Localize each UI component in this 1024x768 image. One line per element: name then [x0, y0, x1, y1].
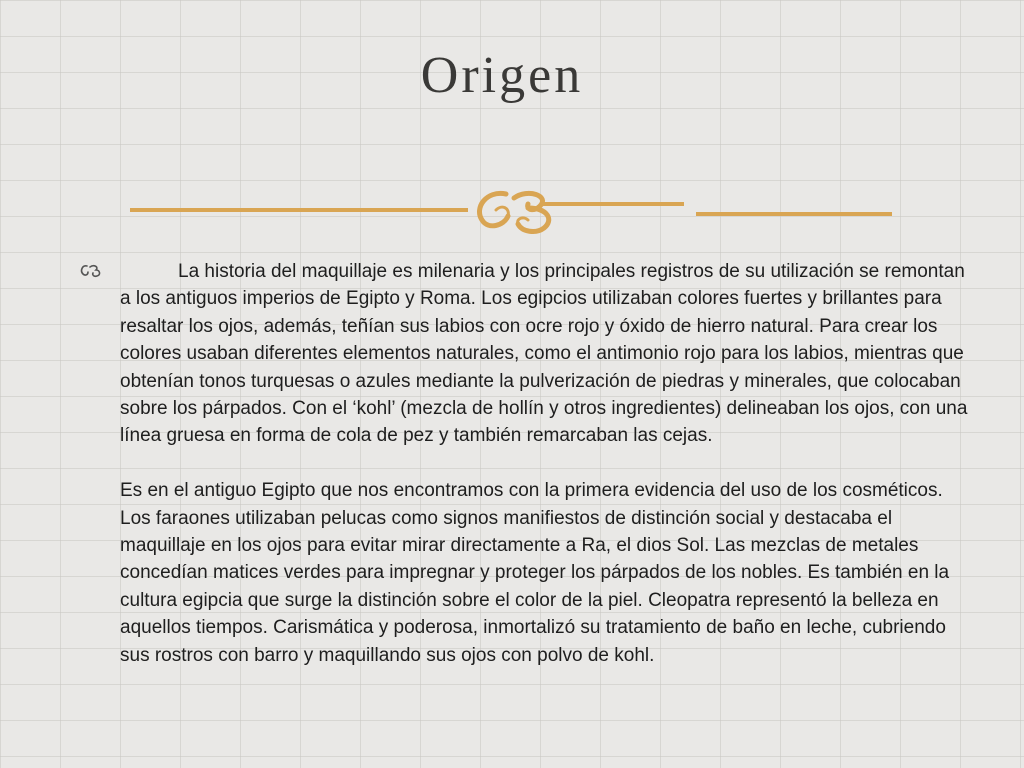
scroll-flourish-bullet-icon — [80, 264, 102, 278]
paragraph-egypt: Es en el antiguo Egipto que nos encontramos con la primera evidencia del uso de los cosméticos. Los faraones utilizaban pelucas como signos manifiestos de distinción social y destacaba el maquillaje en los ojos para evitar mirar directamente a Ra, el dios Sol. Las mezclas de metales concedían matices verdes para impregnar y proteger los párpados de los nobles. Es también en la cultura egipcia que surge la distinción sobre el color de la piel. Cleopatra representó la belleza en aquellos tiempos. Carismática y poderosa, inmortalizó su tratamiento de baño en leche, cubriendo sus rostros con barro y maquillando sus ojos con polvo de kohl. — [120, 480, 950, 666]
slide-title: Origen — [420, 47, 584, 104]
paragraph-history: La historia del maquillaje es milenaria y los principales registros de su utilización se remontan a los antiguos imperios de Egipto y Roma. Los egipcios utilizaban colores fuertes y brillantes para resaltar los ojos, además, teñían sus labios con ocre rojo y óxido de hierro natural. Para crear los colores usaban diferentes elementos naturales, como el antimonio rojo para los labios, mientras que obtenían tonos turquesas o azules mediante la pulverización de piedras y minerales, que colocaban sobre los párpados. Con el ‘kohl’ (mezcla de hollín y otros ingredientes) delineaban los ojos, con una línea gruesa en forma de cola de pez y también remarcaban las cejas. — [120, 261, 968, 447]
divider-lines — [130, 202, 892, 216]
divider-line-middle — [540, 202, 684, 206]
divider-line-right — [696, 212, 892, 216]
ornamental-divider — [130, 186, 892, 236]
content-area — [80, 258, 980, 696]
body-text — [120, 258, 972, 669]
flourish-icon — [479, 193, 548, 231]
divider-line-left — [130, 208, 468, 212]
